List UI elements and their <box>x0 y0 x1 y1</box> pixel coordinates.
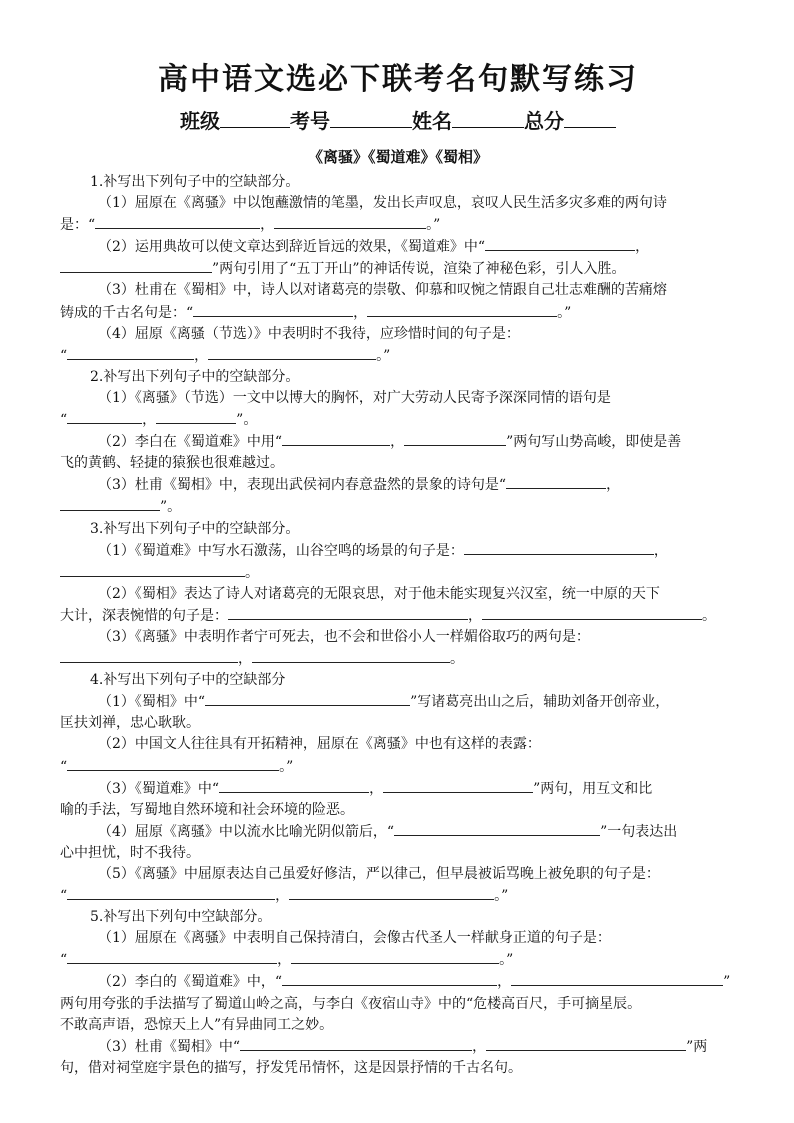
answer-blank[interactable] <box>67 885 275 900</box>
question-text <box>60 474 736 496</box>
answer-line <box>60 562 736 584</box>
answer-blank[interactable] <box>482 605 702 620</box>
text: 。” <box>279 758 294 775</box>
answer-line <box>60 605 736 627</box>
answer-blank[interactable] <box>291 949 499 964</box>
question-text: 心中担忧，时不我待。 <box>60 844 200 861</box>
text: 铸成的千古名句是：“ <box>60 304 194 321</box>
text: （3）杜甫《蜀相》中，表现出武侯祠内春意盎然的景象的诗句是“ <box>98 477 507 494</box>
text: （1）《蜀道难》中写水石激荡，山谷空鸣的场景的句子是： <box>98 542 464 559</box>
text: “ <box>60 888 68 905</box>
question-text <box>60 971 736 993</box>
text: ， <box>472 1038 487 1055</box>
answer-line <box>60 496 736 518</box>
answer-blank[interactable] <box>193 302 353 317</box>
text: 。” <box>426 217 441 234</box>
question-heading: 5.补写出下列句中空缺部分。 <box>90 909 272 926</box>
text: “ <box>60 758 68 775</box>
answer-blank[interactable] <box>240 1036 472 1051</box>
question-text: （1）屈原在《离骚》中以饱蘸激情的笔墨，发出长声叹息，哀叹人民生活多灾多难的两句诗 <box>98 195 667 212</box>
answer-blank[interactable] <box>67 949 277 964</box>
question-text: （5）《离骚》中屈原表达自己虽爱好修洁，严以律己，但早晨被诟骂晚上被免职的句子是： <box>98 866 660 882</box>
text: ， <box>606 477 621 494</box>
question-heading: 1.补写出下列句子中的空缺部分。 <box>90 174 300 190</box>
text: （4）屈原《离骚》中以流水比喻光阴似箭后，“ <box>98 823 395 840</box>
worksheet-page <box>60 58 736 1079</box>
text: ” <box>723 974 731 991</box>
answer-blank[interactable] <box>506 474 606 489</box>
text: 。” <box>494 888 509 905</box>
question-text: 喻的手法，写蜀地自然环境和社会环境的险恶。 <box>60 801 354 818</box>
answer-blank[interactable] <box>282 971 497 986</box>
answer-blank[interactable] <box>485 236 635 251</box>
question-text: （3）杜甫在《蜀相》中，诗人以对诸葛亮的崇敬、仰慕和叹惋之情跟自己壮志难酬的苦痛熔 <box>98 282 667 299</box>
number-field[interactable] <box>330 109 412 128</box>
answer-blank[interactable] <box>67 345 194 360</box>
student-info-row <box>60 106 736 136</box>
answer-line <box>60 345 736 367</box>
name-field[interactable] <box>452 109 524 128</box>
question-text <box>60 540 736 562</box>
question-text: （2）中国文人往往具有开拓精神，屈原在《离骚》中也有这样的表露： <box>98 736 541 753</box>
answer-line <box>60 949 736 971</box>
answer-blank[interactable] <box>383 778 533 793</box>
text: （2）运用典故可以使文章达到辞近旨远的效果，《蜀道难》中“ <box>98 239 486 256</box>
text: （2）李白在《蜀道难》中用“ <box>98 434 283 451</box>
text: ， <box>142 412 157 429</box>
text: ”两句，用互文和比 <box>533 780 653 797</box>
text: 。 <box>245 564 259 581</box>
question-text <box>60 236 736 258</box>
text: ， <box>390 434 405 451</box>
answer-blank[interactable] <box>228 605 468 620</box>
answer-blank[interactable] <box>60 562 245 577</box>
answer-blank[interactable] <box>208 345 376 360</box>
text: （3）杜甫《蜀相》中“ <box>98 1038 241 1055</box>
answer-line <box>60 258 736 280</box>
question-text: （4）屈原《离骚（节选）》中表明时不我待，应珍惜时间的句子是： <box>98 325 520 342</box>
text: ， <box>653 542 668 559</box>
answer-line <box>60 885 736 907</box>
answer-blank[interactable] <box>60 648 238 663</box>
question-heading: 4.补写出下列句子中的空缺部分 <box>90 672 286 689</box>
answer-line <box>60 302 736 324</box>
question-text: 两句用夸张的手法描写了蜀道山岭之高，与李白《夜宿山寺》中的“危楼高百尺，手可摘星辰。 <box>60 995 642 1012</box>
text: ， <box>194 347 209 364</box>
text: 。” <box>557 304 572 321</box>
text: ， <box>260 217 275 234</box>
answer-blank[interactable] <box>60 258 212 273</box>
text: ， <box>497 974 512 991</box>
text: 。” <box>499 952 514 969</box>
answer-blank[interactable] <box>464 540 654 555</box>
text: （3）《蜀道难》中“ <box>98 780 220 797</box>
text: ”。 <box>160 499 182 516</box>
text: ， <box>468 607 482 624</box>
text: ， <box>369 780 384 797</box>
answer-line <box>60 214 736 236</box>
question-text <box>60 691 736 713</box>
text: 大计，深表惋惜的句子是： <box>60 607 228 624</box>
score-label: 总分 <box>524 109 564 133</box>
text: ， <box>353 304 368 321</box>
name-label: 姓名 <box>412 109 452 133</box>
text: 。 <box>450 651 464 668</box>
text: ”两句引用了“五丁开山”的神话传说，渲染了神秘色彩，引人入胜。 <box>212 261 626 278</box>
answer-blank[interactable] <box>156 409 236 424</box>
text: （1）《蜀相》中“ <box>98 694 206 711</box>
score-field[interactable] <box>564 109 616 128</box>
number-label: 考号 <box>290 109 330 133</box>
question-text: （1）屈原在《离骚》中表明自己保持清白，会像古代圣人一样献身正道的句子是： <box>98 930 611 947</box>
answer-blank[interactable] <box>404 431 506 446</box>
text: ”写诸葛亮出山之后，辅助刘备开创帝业， <box>410 694 670 711</box>
text: ， <box>275 888 290 905</box>
text: ”两句写山势高峻，即使是善 <box>506 434 682 451</box>
answer-blank[interactable] <box>252 648 450 663</box>
text: “ <box>60 412 68 429</box>
question-text: （3）《离骚》中表明作者宁可死去，也不会和世俗小人一样媚俗取巧的两句是： <box>98 628 590 645</box>
class-field[interactable] <box>220 109 290 128</box>
answer-blank[interactable] <box>282 431 390 446</box>
answer-blank[interactable] <box>67 409 142 424</box>
page-title: 高中语文选必下联考名句默写练习 <box>158 62 638 97</box>
question-text <box>60 431 736 453</box>
section-subtitle: 《离骚》《蜀道难》《蜀相》 <box>307 148 488 166</box>
question-text: 飞的黄鹤、轻捷的猿猴也很难越过。 <box>60 455 284 472</box>
answer-blank[interactable] <box>205 691 410 706</box>
question-text: 不敢高声语，恐惊天上人”有异曲同工之妙。 <box>60 1016 334 1033</box>
answer-blank[interactable] <box>67 756 279 771</box>
question-text: 句，借对祠堂庭宇景色的描写，抒发凭吊情怀，这是因景抒情的千古名句。 <box>60 1059 522 1076</box>
answer-blank[interactable] <box>60 496 160 511</box>
answer-blank[interactable] <box>219 778 369 793</box>
text: ， <box>238 651 252 668</box>
question-text: 匡扶刘禅，忠心耿耿。 <box>60 715 200 732</box>
answer-blank[interactable] <box>274 214 426 229</box>
answer-blank[interactable] <box>289 885 494 900</box>
text: 是：“ <box>60 217 96 234</box>
text: 。” <box>376 347 391 364</box>
question-text: （2）《蜀相》表达了诗人对诸葛亮的无限哀思，对于他未能实现复兴汉室，统一中原的天下 <box>98 585 660 602</box>
answer-blank[interactable] <box>95 214 260 229</box>
text: “ <box>60 347 68 364</box>
question-text <box>60 1036 736 1058</box>
answer-blank[interactable] <box>486 1036 686 1051</box>
text: ”两 <box>686 1038 708 1055</box>
class-label: 班级 <box>180 109 220 133</box>
question-text: （1）《离骚》（节选）一文中以博大的胸怀，对广大劳动人民寄予深深同情的语句是 <box>98 389 611 406</box>
text: ， <box>635 239 650 256</box>
text: 。 <box>702 607 716 624</box>
question-text <box>60 778 736 800</box>
question-heading: 3.补写出下列句子中的空缺部分。 <box>90 520 300 537</box>
text: ， <box>277 952 292 969</box>
answer-line <box>60 756 736 778</box>
text: （2）李白的《蜀道难》中，“ <box>98 974 283 991</box>
answer-blank[interactable] <box>511 971 723 986</box>
question-text <box>60 821 736 843</box>
answer-line <box>60 409 736 431</box>
answer-line <box>60 648 736 670</box>
answer-blank[interactable] <box>367 302 557 317</box>
text: “ <box>60 952 68 969</box>
question-heading: 2.补写出下列句子中的空缺部分。 <box>90 368 300 385</box>
text: ”一句表达出 <box>600 823 678 840</box>
text: ”。 <box>236 412 258 429</box>
answer-blank[interactable] <box>394 821 600 836</box>
